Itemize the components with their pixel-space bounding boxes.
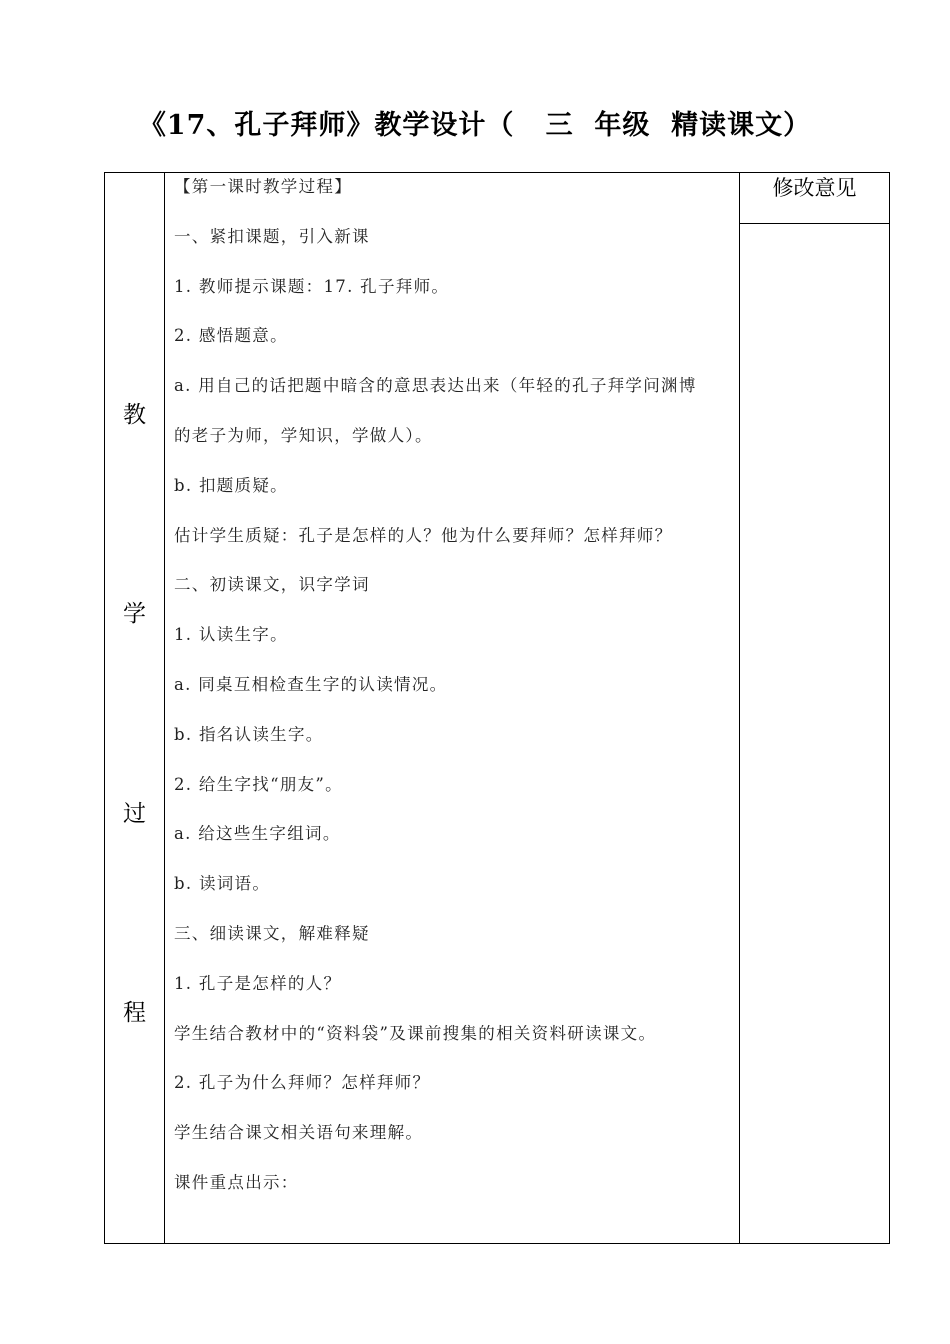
lesson-body [174,173,734,1219]
side-label-char: 学 [123,601,146,627]
body-line: 学生结合课文相关语句来理解。 [174,1123,424,1143]
body-line: 课件重点出示： [174,1172,299,1192]
body-line: a. 给这些生字组词。 [174,824,341,844]
body-line: b. 读词语。 [174,874,271,894]
body-line: 【第一课时教学过程】 [174,177,352,196]
table-divider-left [164,172,165,1244]
body-line: 三、细读课文，解难释疑 [174,923,370,943]
table-divider-right [739,172,740,1244]
body-line: 二、初读课文，识字学词 [174,575,370,595]
side-label-char: 教 [123,402,146,428]
opinion-header-divider [739,223,890,224]
body-line: 2. 给生字找“朋友”。 [174,774,343,794]
body-line: 2. 感悟题意。 [174,326,288,346]
document-title: 《17、孔子拜师》教学设计（ 三 年级 精读课文） [138,110,812,141]
body-line: b. 指名认读生字。 [174,724,324,744]
body-line: 估计学生质疑：孔子是怎样的人？他为什么要拜师？怎样拜师？ [174,525,673,545]
body-line: a. 用自己的话把题中暗含的意思表达出来（年轻的孔子拜学问渊博 [174,376,697,396]
body-line: 2. 孔子为什么拜师？怎样拜师？ [174,1073,431,1093]
body-line: a. 同桌互相检查生字的认读情况。 [174,674,448,694]
body-line: 学生结合教材中的“资料袋”及课前搜集的相关资料研读课文。 [174,1023,657,1043]
body-line: 一、紧扣课题，引入新课 [174,226,370,246]
body-line: 1. 教师提示课题：17. 孔子拜师。 [174,276,450,296]
side-label-char: 过 [123,801,146,827]
body-line: b. 扣题质疑。 [174,475,288,495]
body-line: 1. 孔子是怎样的人？ [174,973,342,993]
body-line: 1. 认读生字。 [174,625,288,645]
opinion-header: 修改意见 [772,176,857,200]
body-line: 的老子为师，学知识，学做人）。 [174,425,433,445]
side-label-char: 程 [123,1000,146,1026]
